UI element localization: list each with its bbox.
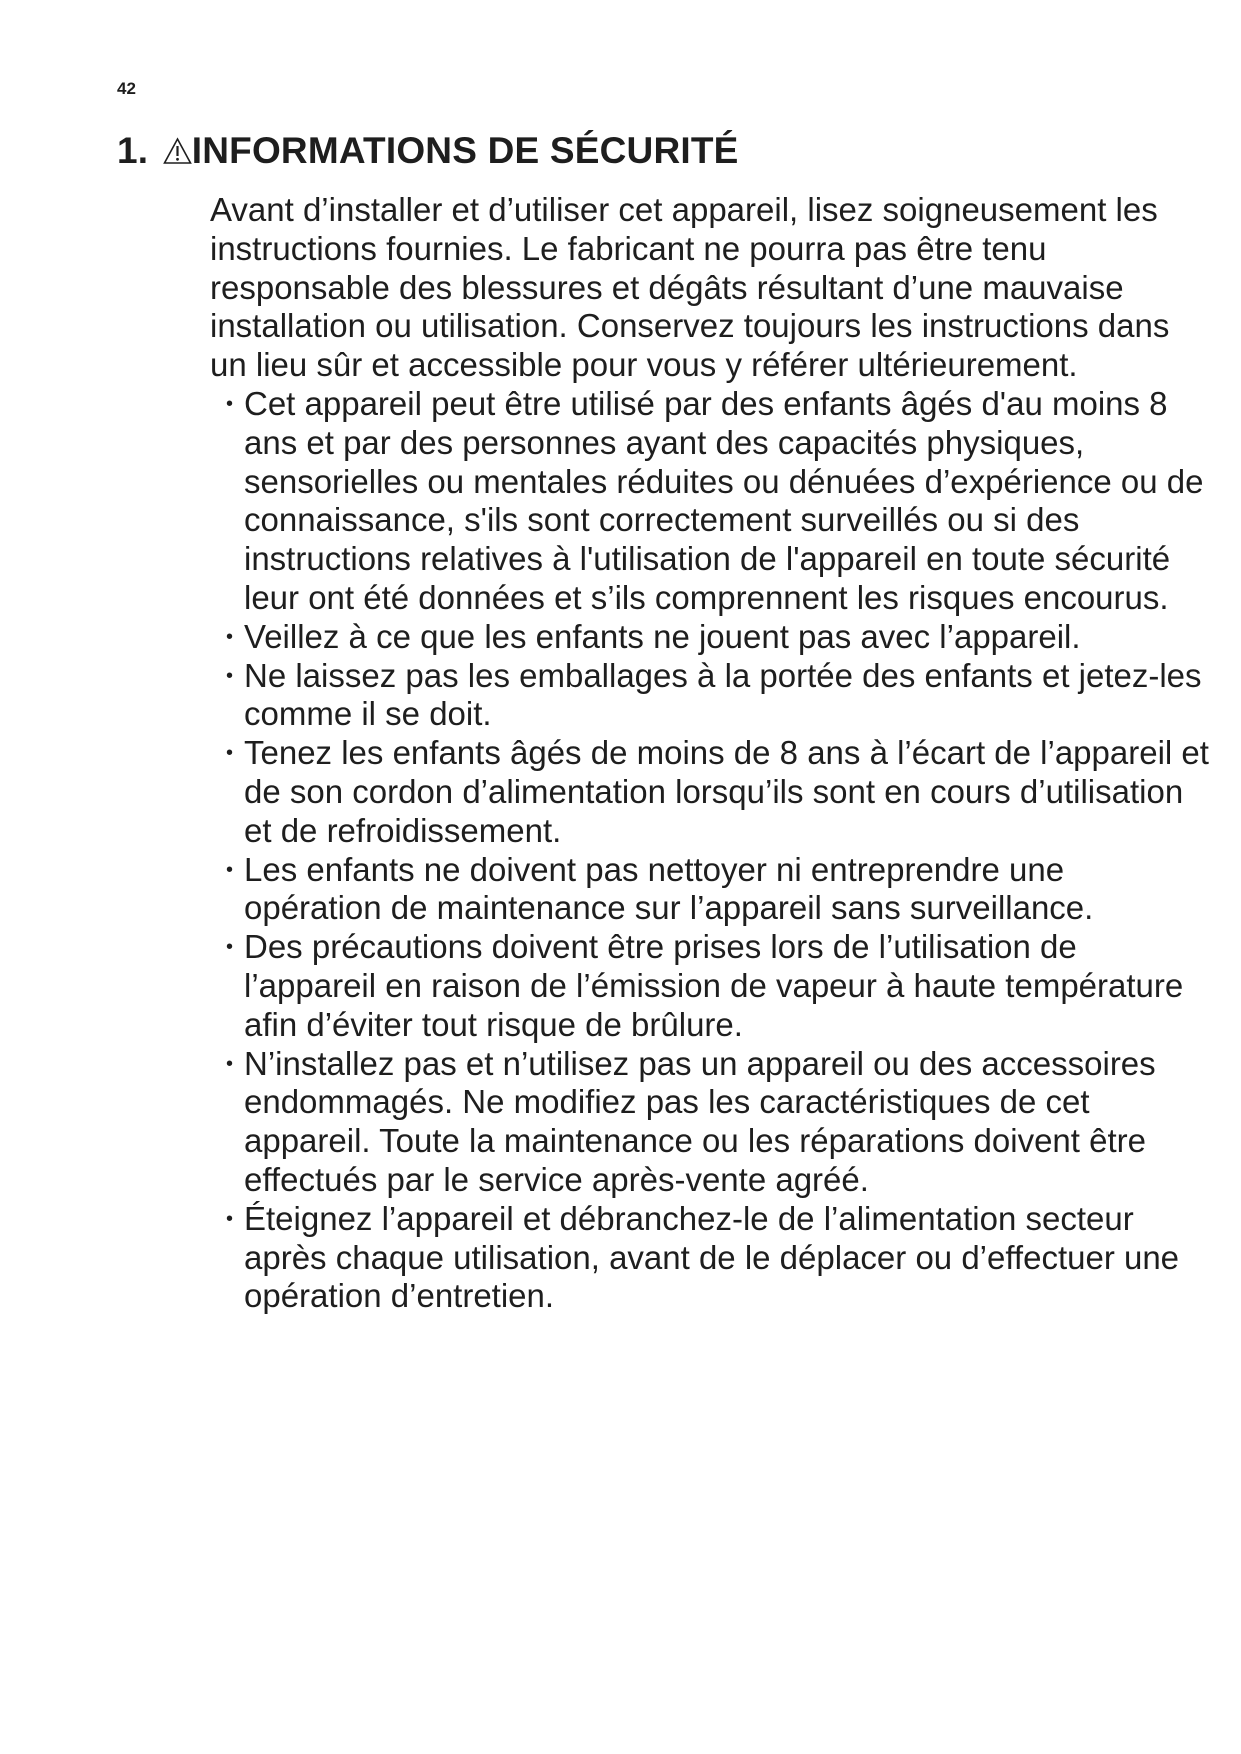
section-title-text: INFORMATIONS DE SÉCURITÉ <box>191 130 739 171</box>
bullet-dot: • <box>226 936 234 959</box>
bullet-item <box>210 385 1210 618</box>
bullet-item <box>210 928 1210 1044</box>
bullet-item <box>210 1045 1210 1200</box>
bullet-text: Éteignez l’appareil et débranchez-le de l’alimentation secteur après chaque utilisation, avant de le déplacer ou d’effectuer une opération d’entretien. <box>244 1199 1180 1315</box>
bullet-text: Des précautions doivent être prises lors de l’utilisation de l’appareil en raison de l’émission de vapeur à haute température afin d’éviter tout risque de brûlure. <box>244 928 1184 1043</box>
bullet-text: Tenez les enfants âgés de moins de 8 ans à l’écart de l’appareil et de son cordon d’alimentation lorsqu’ils sont en cours d’utilisation et de refroidissement. <box>244 734 1209 849</box>
bullet-dot: • <box>226 392 234 415</box>
bullet-item <box>210 618 1210 657</box>
bullet-dot: • <box>226 742 234 765</box>
page-number: 42 <box>117 79 136 98</box>
warning-triangle-icon <box>163 137 192 165</box>
safety-content <box>210 191 1210 1316</box>
bullet-item <box>210 734 1210 850</box>
bullet-dot: • <box>226 625 234 648</box>
bullet-dot: • <box>226 1052 234 1075</box>
bullet-text: Cet appareil peut être utilisé par des enfants âgés d'au moins 8 ans et par des personnes ayant des capacités physiques, sensorielles ou mentales réduites ou dénuées d’expérience ou de connaissance, s'ils sont correctement surveillés ou si des instructions relatives à l'utilisation de l'appareil en toute sécurité leur ont été données et s’ils comprennent les risques encourus. <box>244 384 1204 616</box>
bullet-text: Veillez à ce que les enfants ne jouent pas avec l’appareil. <box>244 617 1081 655</box>
bullet-item <box>210 851 1210 929</box>
bullet-text: Ne laissez pas les emballages à la portée des enfants et jetez-les comme il se doit. <box>244 656 1202 733</box>
bullet-text: N’installez pas et n’utilisez pas un appareil ou des accessoires endommagés. Ne modifiez pas les caractéristiques de cet appareil. Toute la maintenance ou les réparations doivent être effectués par le service après-vente agréé. <box>244 1044 1156 1198</box>
section-number: 1. <box>117 130 149 171</box>
section-title <box>117 128 739 174</box>
bullet-dot: • <box>226 664 234 687</box>
bullet-text: Les enfants ne doivent pas nettoyer ni entreprendre une opération de maintenance sur l’appareil sans surveillance. <box>244 850 1094 927</box>
safety-bullet-list <box>210 385 1210 1316</box>
intro-paragraph: Avant d’installer et d’utiliser cet appareil, lisez soigneusement les instructions fournies. Le fabricant ne pourra pas être tenu responsable des blessures et dégâts résultant d’une mauvaise installation ou utilisation. Conservez toujours les instructions dans un lieu sûr et accessible pour vous y référer ultérieurement. <box>210 191 1170 384</box>
bullet-dot: • <box>226 858 234 881</box>
bullet-item <box>210 657 1210 735</box>
bullet-dot: • <box>226 1207 234 1230</box>
bullet-item <box>210 1200 1210 1316</box>
